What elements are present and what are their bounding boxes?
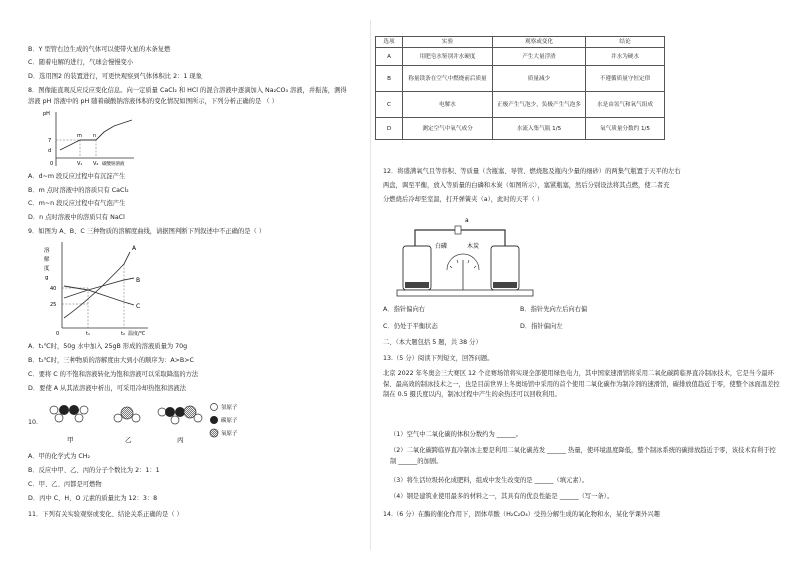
q9-option-c: C．要将 C 的不饱和溶液转化为饱和溶液可以采取降温的方法: [28, 371, 199, 378]
carbon-atom-icon: [165, 407, 175, 417]
q12-stem-line2: 两盘，调至平衡，放入等质量的白磷和木炭（如图所示），塞紧瓶塞，然后分别设法将其点燃，使二者充: [383, 182, 670, 189]
q12-stem-line1: 12．将盛满氧气且等容积、等质量（含瓶塞、导管、燃烧匙及瓶内少量的细砂）的两集气瓶置于天平的左右: [383, 168, 681, 175]
carbon-atom-icon: [69, 405, 79, 415]
table-cell: 产生大量浮渣: [493, 48, 586, 66]
q8-y7: 7: [48, 138, 52, 144]
q9-y25: 25: [50, 302, 57, 308]
table-header: 结论: [586, 37, 665, 48]
q9-origin: 0: [56, 331, 60, 336]
legend-carbon-label: 碳原子: [221, 418, 238, 424]
q7-option-c: C．随着电解的进行，气球会慢慢变小: [28, 59, 134, 66]
hydrogen-atom-icon: [55, 414, 63, 422]
q12-balance-figure: [395, 208, 535, 300]
table-cell: B: [376, 66, 403, 92]
q12-white-phosphorus-label: 白磷: [435, 243, 448, 250]
carbon-atom-icon: [175, 407, 185, 417]
hydrogen-atom-icon: [80, 406, 88, 414]
q11-table: [375, 36, 665, 140]
q9-ylabel-1: 溶: [44, 248, 50, 254]
q9-t2: t₂: [121, 331, 125, 336]
q10-number: 10.: [28, 419, 39, 426]
q7-option-d: D．选用图2 的装置进行，可更快观察到气体体积比 2：1 现象: [28, 73, 202, 80]
q8-option-b: B．m 点时溶液中的溶质只有 CaCl₂: [28, 187, 129, 194]
q9-yunit: g: [45, 275, 49, 281]
table-cell: 质量减少: [493, 66, 586, 92]
q10-jia: 甲: [67, 436, 74, 444]
table-cell: A: [376, 48, 403, 66]
q8-ph-graph: [42, 108, 138, 170]
legend-carbon-icon: [210, 416, 218, 424]
hydrogen-atom-icon: [194, 414, 202, 422]
q8-xlabel: 碳酸钠溶液: [102, 162, 125, 167]
oxygen-atom-icon: [121, 407, 133, 419]
table-row: [376, 118, 665, 140]
q9-y40: 40: [50, 286, 57, 292]
table-cell: 水流入集气瓶 1/5: [493, 118, 586, 140]
q9-option-a: A．t₁℃时，50g 水中加入 25gB 形成的溶液质量为 70g: [28, 343, 188, 350]
q12-charcoal-label: 木炭: [467, 243, 480, 250]
q8-stem-line2: 溶液 pH 溶液中的 pH 随着碳酸钠溶液体积的变化情况如图所示，下列分析正确的是 （ ）: [28, 98, 278, 105]
q10-option-a: A．甲的化学式为 CH₂: [28, 453, 91, 460]
table-row: [376, 66, 665, 92]
table-cell: 正极产生气泡少，负极产生气泡多: [493, 92, 586, 118]
table-row: [376, 92, 665, 118]
q10-molecule-figure: [42, 400, 252, 448]
q8-n: n: [93, 133, 97, 139]
table-cell: 水是由氢气和氧气组成: [586, 92, 665, 118]
table-cell: C: [376, 92, 403, 118]
q12-stem-line3: 分燃烧后冷却至室温，打开弹簧夹（a），此时的天平（ ）: [383, 196, 544, 203]
q10-bing: 丙: [177, 436, 184, 444]
table-cell: 用肥皂水鉴别井水硬度: [403, 48, 493, 66]
q9-curve-a: [64, 252, 130, 318]
q11-stem: 11．下列有关实验观察或变化、结论关系正确的是（ ）: [28, 511, 183, 518]
q13-stem: 13.（5 分）阅读下列短文，回答问题。: [383, 355, 494, 362]
table-row: [376, 48, 665, 66]
balance-base: [397, 290, 533, 296]
carbon-atom-icon: [59, 405, 69, 415]
q9-label-a: A: [132, 245, 137, 252]
table-cell: 氧气质量分数约 1/5: [586, 118, 665, 140]
legend-hydrogen-label: 氢原子: [221, 405, 238, 411]
q10-yi: 乙: [125, 436, 132, 444]
q10-option-c: C．甲、乙、丙都是可燃物: [28, 481, 102, 488]
q12-option-c: C．仍处于平衡状态: [383, 323, 438, 330]
hydrogen-atom-icon: [114, 414, 122, 422]
q8-m: m: [77, 133, 82, 139]
legend-oxygen-icon: [210, 429, 218, 437]
hydrogen-atom-icon: [171, 416, 179, 424]
table-cell: D: [376, 118, 403, 140]
column-divider: [370, 20, 371, 550]
hydrogen-atom-icon: [132, 414, 140, 422]
section-2-heading: 二、（本大题包括 5 题，共 38 分）: [383, 339, 482, 346]
q10-option-d: D．丙中 C、H、O 元素的质量比为 12：3：8: [28, 495, 158, 502]
q8-v1: V₁: [77, 161, 83, 167]
q9-stem: 9．如图为 A、B、C 三种物质的溶解度曲线，请据图判断下列叙述中不正确的是（ ）: [28, 228, 266, 235]
q13-sub4: （4）钢是建筑业使用最多的材料之一，其具有的优良性能是 ______（写一条）。: [390, 493, 614, 500]
hydrogen-atom-icon: [50, 406, 58, 414]
q8-option-c: C．m~n 段反应过程中有气泡产生: [28, 200, 126, 207]
q12-option-a: A．指针偏向右: [383, 306, 426, 313]
q9-option-b: B．t₂℃时，三种物质的溶解度由大到小的顺序为：A>B>C: [28, 357, 194, 364]
q12-option-b: B．指针先向左后向右偏: [520, 306, 588, 313]
q7-option-b: B．Y 型管右边生成的气体可以使带火星的木条复燃: [28, 46, 171, 53]
q14-stem: 14.（6 分）在酶的催化作用下，固体草酸（H₂C₂O₄）受热分解生成的氧化物和水，某化学课外兴趣: [383, 511, 660, 518]
q12-option-d: D．指针偏向左: [520, 323, 563, 330]
q8-option-a: A．d~m 段反应过程中有沉淀产生: [28, 173, 126, 180]
legend-hydrogen-icon: [211, 404, 218, 411]
legend-oxygen-label: 氧原子: [221, 431, 238, 437]
q8-stem-line1: 8．图像能直观反应反应变化信息。向一定质量 CaCl₂ 和 HCl 的混合溶液中逐滴加入 Na₂CO₃ 溶液，并振荡，测得: [28, 87, 347, 94]
spring-clamp: [455, 226, 461, 234]
q9-t1: t₁: [86, 331, 90, 336]
q9-solubility-graph: [42, 238, 152, 336]
q9-label-c: C: [136, 303, 141, 310]
q10-option-b: B．反应中甲、乙、丙的分子个数比为 2：1：1: [28, 467, 160, 474]
hydrogen-atom-icon: [158, 408, 166, 416]
q12-clamp-label: a: [465, 217, 469, 224]
table-header-row: [376, 37, 665, 48]
q9-ylabel-2: 解: [44, 257, 50, 263]
table-cell: 称量镁条在空气中燃烧前后质量: [403, 66, 493, 92]
q8-v2: V₂: [93, 161, 99, 167]
table-header: 实验: [403, 37, 493, 48]
table-cell: 井水为硬水: [586, 48, 665, 66]
q13-sub2: （2）二氧化碳跨临界直冷制冰主要是利用二氧化碳蒸发 ______ 热量，使环境温度降低，整个制冰系统的碳排放趋近于零，该技术有利于控制 ______的加剧。: [390, 447, 776, 465]
hydrogen-atom-icon: [75, 414, 83, 422]
right-sand: [493, 282, 517, 288]
table-header: 观察或变化: [493, 37, 586, 48]
q13-sub3: （3）将生活垃圾转化成肥料，组成中发生改变的是 ______（填元素）。: [390, 477, 589, 484]
q9-option-d: D．要使 A 从其浓溶液中析出，可采用冷却热饱和溶液法: [28, 385, 186, 392]
q8-option-d: D．n 点时溶液中的溶质只有 NaCl: [28, 214, 125, 221]
q8-yd: d: [48, 148, 52, 154]
q8-origin: 0: [50, 161, 54, 167]
q9-label-b: B: [136, 277, 141, 284]
table-cell: 测定空气中氧气成分: [403, 118, 493, 140]
table-cell: 电解水: [403, 92, 493, 118]
q9-ylabel-3: 度: [44, 266, 50, 272]
table-cell: 不遵循质量守恒定律: [586, 66, 665, 92]
q8-ylabel: pH: [43, 111, 50, 117]
table-header: 选项: [376, 37, 403, 48]
left-sand: [405, 282, 429, 288]
q13-sub1: （1）空气中二氧化碳的体积分数约为 ______。: [390, 431, 522, 438]
q9-xlabel: 温度/℃: [128, 331, 146, 336]
q13-passage: 北京 2022 年冬奥会三大赛区 12 个竞赛场馆将实现全部使用绿色电力，其中国家速滑馆将采用二氧化碳跨临界直冷制冰技术，它是当今最环保、最高效的制冰技术之一，也是目前世界上冬奥场馆中采用的首个使用二氧化碳作为制冷剂的速滑馆，碳排放值趋近于零，使整个冰面温差控制在 0.5 摄氏度以内，制冰过程中产生的余热还可以回收利用。: [383, 370, 780, 398]
